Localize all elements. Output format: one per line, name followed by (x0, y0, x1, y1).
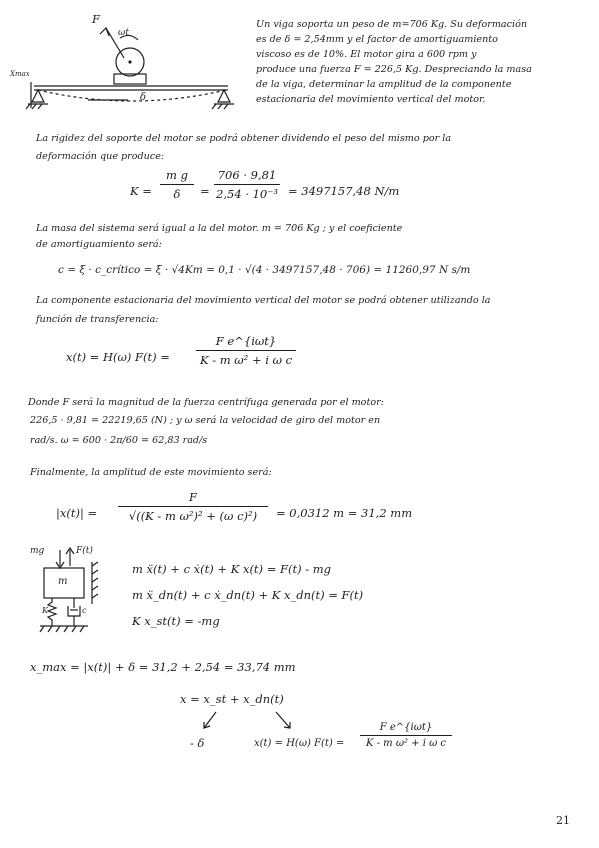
stiffness-result: = 3497157,48 N/m (288, 184, 400, 198)
xmax-label: Xmax (10, 70, 30, 78)
amplitude-fraction (118, 490, 268, 523)
centrifugal-text: rad/s. ω = 600 · 2π/60 = 62,83 rad/s (30, 435, 208, 446)
fraction-numerator: m g (166, 168, 188, 182)
damping-equation: c = ξ · c_crítico = ξ · √4Km = 0,1 · √(4 · 3497157,48 · 706) = 11260,97 N s/m (58, 264, 471, 276)
stiffness-fraction-1 (160, 168, 194, 201)
xmax-equation: x_max = |x(t)| + δ = 31,2 + 2,54 = 33,74 mm (30, 660, 296, 674)
fraction-denominator: 2,54 · 10⁻³ (216, 187, 278, 201)
problem-line: estacionaria del movimiento vertical del motor. (256, 94, 486, 105)
damping-text: de amortiguamiento será: (36, 239, 162, 250)
omega-label: ωt (118, 28, 129, 38)
problem-line: Un viga soporta un peso de m=706 Kg. Su deformación (256, 19, 528, 30)
mg-label: mg (30, 546, 45, 556)
fraction-denominator: δ (173, 187, 181, 201)
stiffness-text: La rigidez del soporte del motor se podrá obtener dividendo el peso del mismo por la (36, 133, 452, 144)
equation-line: m ẍ_dn(t) + c ẋ_dn(t) + K x_dn(t) = F(t) (132, 588, 364, 602)
fraction-numerator: F e^{iωt} (215, 334, 277, 348)
fraction-numerator: F e^{iωt} (379, 722, 433, 733)
amplitude-lhs: |x(t)| = (56, 506, 98, 520)
stiffness-lhs: K = (130, 184, 152, 198)
centrifugal-text: Donde F será la magnitud de la fuerza centrífuga generada por el motor: (28, 397, 384, 408)
transfer-text: La componente estacionaria del movimiento vertical del motor se podrá obtener utilizando la (36, 295, 491, 306)
stiffness-fraction-2 (214, 168, 280, 201)
equation-line: m ẍ(t) + c ẋ(t) + K x(t) = F(t) - mg (132, 562, 332, 576)
problem-line: viscoso es de 10%. El motor gira a 600 rpm y (256, 49, 477, 60)
problem-line: de la viga, determinar la amplitud de la componente (256, 79, 512, 90)
fraction-numerator: 706 · 9,81 (217, 168, 277, 182)
mass-label: m (58, 576, 68, 587)
dynamic-fraction (360, 722, 452, 749)
problem-line: produce una fuerza F = 226,5 Kg. Despreciando la masa (256, 64, 532, 75)
amplitude-result: = 0,0312 m = 31,2 mm (276, 506, 413, 520)
transfer-lhs: x(t) = H(ω) F(t) = (66, 350, 170, 364)
amplitude-text: Finalmente, la amplitud de este movimiento será: (30, 467, 272, 478)
ft-label: F(t) (76, 546, 93, 556)
equals-sign: = (200, 184, 210, 198)
problem-line: es de δ = 2,54mm y el factor de amortiguamiento (256, 34, 498, 45)
delta-label: δ (140, 92, 147, 103)
force-label: F (92, 12, 100, 26)
dynamic-lhs: x(t) = H(ω) F(t) = (254, 738, 345, 749)
centrifugal-text: 226,5 · 9,81 = 22219,65 (N) ; y ω será la velocidad de giro del motor en (30, 415, 381, 426)
damping-text: La masa del sistema será igual a la del motor. m = 706 Kg ; y el coeficiente (36, 223, 403, 234)
fraction-denominator: √((K - m ω²)² + (ω c)²) (128, 509, 258, 523)
page-number: 21 (556, 814, 570, 827)
equation-line: K x_st(t) = -mg (132, 614, 220, 628)
stiffness-text: deformación que produce: (36, 151, 165, 162)
static-part: - δ (190, 736, 205, 750)
fraction-numerator: F (189, 490, 197, 504)
spring-label: K (42, 606, 48, 615)
damper-label: c (82, 606, 87, 615)
decomposition-arrows-icon (186, 710, 306, 734)
fraction-denominator: K - m ω² + i ω c (365, 738, 447, 749)
transfer-fraction (196, 334, 296, 367)
beam-diagram-icon (28, 10, 228, 120)
mass-spring-damper-icon (28, 544, 118, 644)
transfer-text: función de transferencia: (36, 314, 159, 325)
fraction-denominator: K - m ω² + i ω c (199, 353, 293, 367)
decomposition-equation: x = x_st + x_dn(t) (180, 692, 284, 706)
